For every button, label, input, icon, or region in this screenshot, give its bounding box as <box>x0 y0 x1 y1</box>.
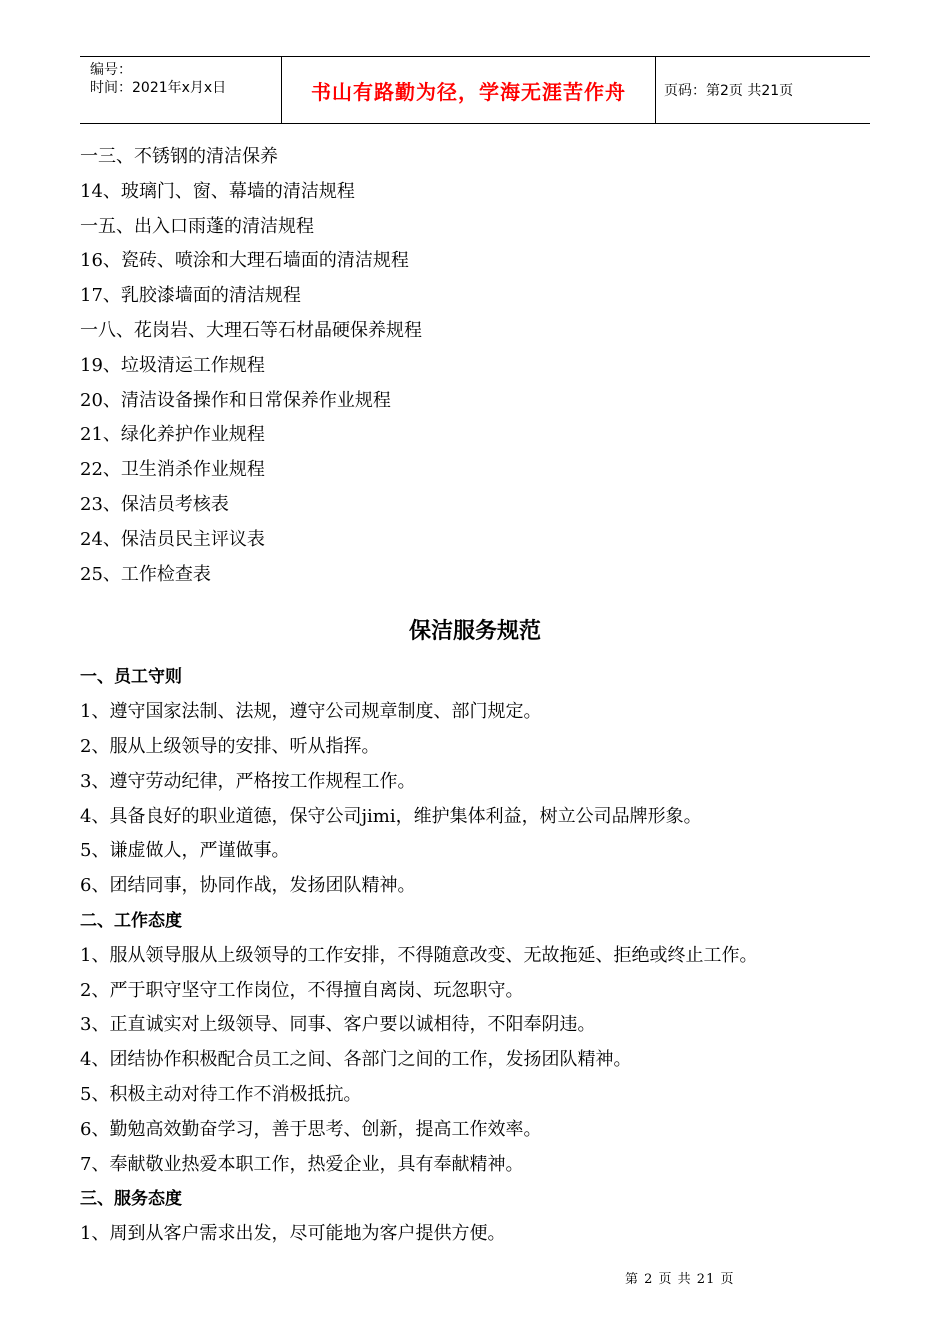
list-item: 1、周到从客户需求出发，尽可能地为客户提供方便。 <box>80 1223 506 1245</box>
time-label: 时间：2021年x月x日 <box>90 80 227 96</box>
toc-list <box>80 140 870 592</box>
document-title: 保洁服务规范 <box>408 619 541 645</box>
section-service-attitude <box>80 1182 870 1252</box>
footer-page-number: 第 2 页 共 21 页 <box>625 1272 735 1287</box>
toc-item: 20、清洁设备操作和日常保养作业规程 <box>80 389 391 411</box>
number-label: 编号： <box>90 62 132 78</box>
section-heading: 二、工作态度 <box>80 910 182 931</box>
list-item: 4、团结协作积极配合员工之间、各部门之间的工作，发扬团队精神。 <box>80 1049 632 1071</box>
toc-item: 一八、花岗岩、大理石等石材晶硬保养规程 <box>80 319 422 341</box>
list-item: 6、团结同事，协同作战，发扬团队精神。 <box>80 875 416 897</box>
list-item: 5、谦虚做人，严谨做事。 <box>80 840 290 862</box>
list-item: 4、具备良好的职业道德，保守公司jimi，维护集体利益，树立公司品牌形象。 <box>80 805 702 827</box>
section-heading: 一、员工守则 <box>80 667 182 688</box>
list-item: 6、勤勉高效勤奋学习，善于思考、创新，提高工作效率。 <box>80 1118 542 1140</box>
toc-item: 21、绿化养护作业规程 <box>80 424 265 446</box>
section-employee-rules <box>80 660 870 904</box>
toc-item: 一五、出入口雨蓬的清洁规程 <box>80 215 314 237</box>
list-item: 1、遵守国家法制、法规，遵守公司规章制度、部门规定。 <box>80 701 542 723</box>
document-body <box>80 140 870 1252</box>
list-item: 3、正直诚实对上级领导、同事、客户要以诚相待，不阳奉阴违。 <box>80 1014 596 1036</box>
header-slogan: 书山有路勤为径，学海无涯苦作舟 <box>282 57 656 123</box>
list-item: 3、遵守劳动纪律，严格按工作规程工作。 <box>80 770 416 792</box>
toc-item: 17、乳胶漆墙面的清洁规程 <box>80 285 301 307</box>
header-page-info: 页码：第2页 共21页 <box>664 83 794 99</box>
section-work-attitude <box>80 904 870 1182</box>
toc-item: 24、保洁员民主评议表 <box>80 528 265 550</box>
list-item: 5、积极主动对待工作不消极抵抗。 <box>80 1083 362 1105</box>
toc-item: 16、瓷砖、喷涂和大理石墙面的清洁规程 <box>80 250 409 272</box>
toc-item: 22、卫生消杀作业规程 <box>80 459 265 481</box>
list-item: 1、服从领导服从上级领导的工作安排，不得随意改变、无故拖延、拒绝或终止工作。 <box>80 944 758 966</box>
header-meta-cell <box>80 57 282 123</box>
list-item: 2、严于职守坚守工作岗位，不得擅自离岗、玩忽职守。 <box>80 979 524 1001</box>
toc-item: 25、工作检查表 <box>80 563 211 585</box>
toc-item: 一三、不锈钢的清洁保养 <box>80 146 278 167</box>
section-heading: 三、服务态度 <box>80 1189 182 1210</box>
toc-item: 23、保洁员考核表 <box>80 493 229 515</box>
toc-item: 14、玻璃门、窗、幕墙的清洁规程 <box>80 180 355 202</box>
list-item: 7、奉献敬业热爱本职工作，热爱企业，具有奉献精神。 <box>80 1153 524 1175</box>
toc-item: 19、垃圾清运工作规程 <box>80 354 265 376</box>
header-table <box>80 56 870 124</box>
list-item: 2、服从上级领导的安排、听从指挥。 <box>80 735 380 757</box>
